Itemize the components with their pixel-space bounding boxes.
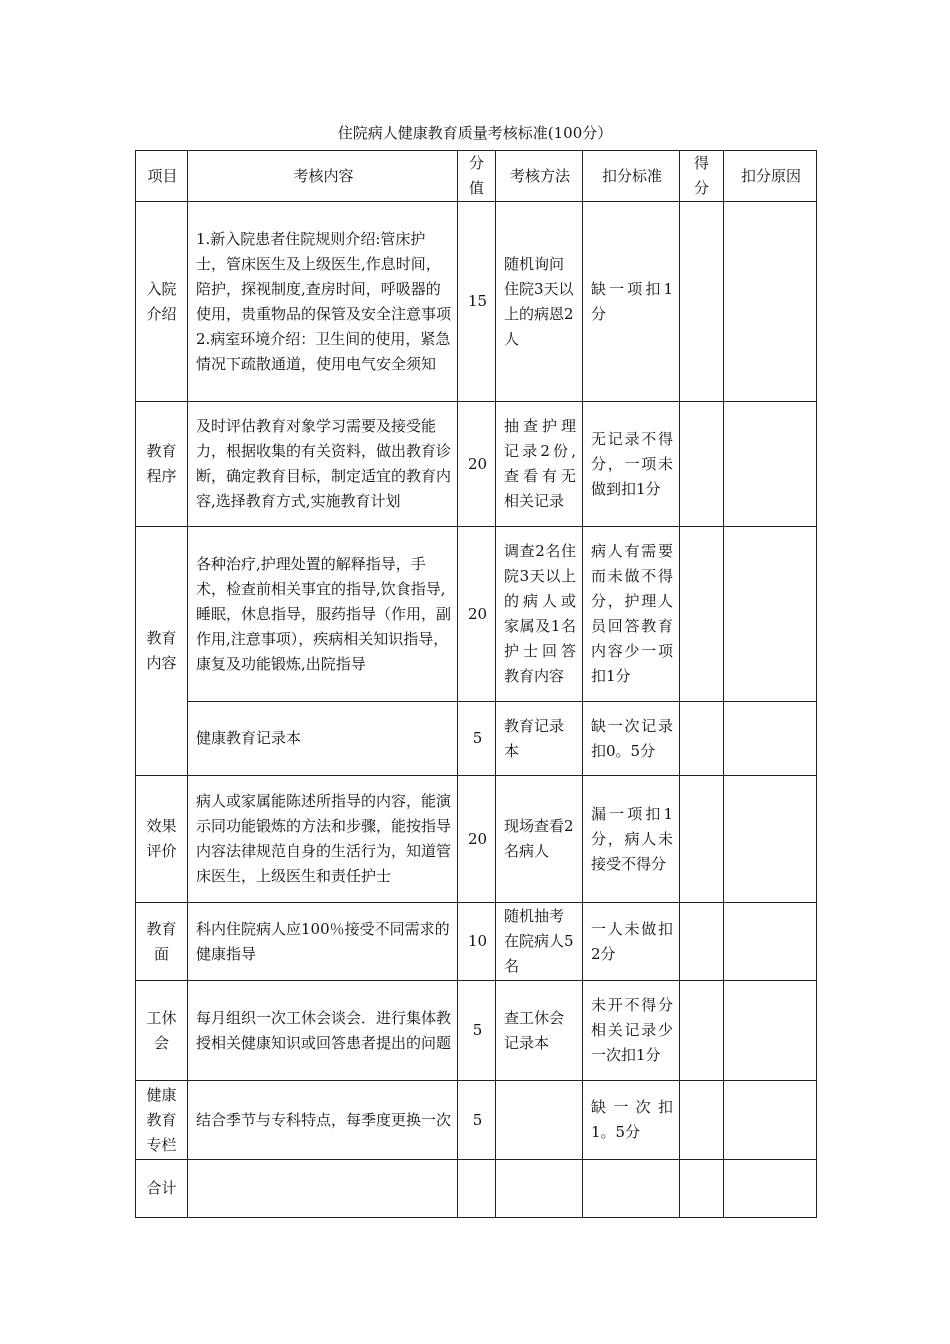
total-content-cell (188, 1160, 458, 1218)
row-method: 教育记录本 (496, 702, 583, 776)
table-row (136, 903, 817, 981)
row-gained-cell (680, 402, 724, 527)
header-method: 考核方法 (496, 151, 583, 202)
row-gained-cell (680, 702, 724, 776)
row-method (496, 1081, 583, 1160)
document-title: 住院病人健康教育质量考核标准(100分） (337, 124, 613, 142)
row-criteria: 缺一项扣1分 (583, 202, 680, 402)
row-content: 健康教育记录本 (188, 702, 458, 776)
table-row (136, 527, 817, 702)
row-gained-cell (680, 202, 724, 402)
row-reason-cell (724, 981, 817, 1081)
row-item: 工休 会 (136, 981, 188, 1081)
row-criteria: 一人未做扣2分 (583, 903, 680, 981)
row-criteria: 漏一项扣1分，病人未接受不得分 (583, 776, 680, 903)
total-score-cell (458, 1160, 496, 1218)
row-method: 随机询问住院3天以上的病恩2人 (496, 202, 583, 402)
row-criteria: 缺一次记录扣0。5分 (583, 702, 680, 776)
row-score: 20 (458, 527, 496, 702)
row-content: 病人或家属能陈述所指导的内容，能演示同功能锻炼的方法和步骤，能按指导内容法律规范自身的生活行为，知道管床医生，上级医生和责任护士 (188, 776, 458, 903)
row-content: 每月组织一次工休会谈会．进行集体教授相关健康知识或回答患者提出的问题 (188, 981, 458, 1081)
row-method: 调查2名住院3天以上的病人或家属及1名护士回答教育内容 (496, 527, 583, 702)
table-row (136, 202, 817, 402)
row-item: 教育 面 (136, 903, 188, 981)
row-score: 10 (458, 903, 496, 981)
row-content: 及时评估教育对象学习需要及接受能力，根据收集的有关资料，做出教育诊断，确定教育目标，制定适宜的教育内容,选择教育方式,实施教育计划 (188, 402, 458, 527)
row-content: 各种治疗,护理处置的解释指导，手术，检查前相关事宜的指导,饮食指导,睡眠，休息指导，服药指导（作用，副作用,注意事项），疾病相关知识指导，康复及功能锻炼,出院指导 (188, 527, 458, 702)
row-gained-cell (680, 1081, 724, 1160)
total-label: 合计 (136, 1160, 188, 1218)
row-reason-cell (724, 702, 817, 776)
row-reason-cell (724, 527, 817, 702)
row-gained-cell (680, 527, 724, 702)
total-criteria-cell (583, 1160, 680, 1218)
row-reason-cell (724, 402, 817, 527)
row-gained-cell (680, 903, 724, 981)
row-score: 20 (458, 776, 496, 903)
row-item: 健康 教育 专栏 (136, 1081, 188, 1160)
header-criteria: 扣分标准 (583, 151, 680, 202)
header-item: 项目 (136, 151, 188, 202)
table-row (136, 702, 817, 776)
row-score: 5 (458, 1081, 496, 1160)
total-reason-cell (724, 1160, 817, 1218)
row-method: 抽查护理记录2份,查看有无相关记录 (496, 402, 583, 527)
table-row (136, 776, 817, 903)
row-item: 教育 程序 (136, 402, 188, 527)
row-reason-cell (724, 903, 817, 981)
row-item: 教育 内容 (136, 527, 188, 776)
header-content: 考核内容 (188, 151, 458, 202)
row-content: 科内住院病人应100％接受不同需求的健康指导 (188, 903, 458, 981)
row-score: 5 (458, 981, 496, 1081)
row-gained-cell (680, 981, 724, 1081)
row-gained-cell (680, 776, 724, 903)
row-criteria: 病人有需要而未做不得分，护理人员回答教育内容少一项扣1分 (583, 527, 680, 702)
row-score: 20 (458, 402, 496, 527)
row-score: 5 (458, 702, 496, 776)
row-criteria: 缺一次扣1。5分 (583, 1081, 680, 1160)
table-row (136, 981, 817, 1081)
row-item: 效果 评价 (136, 776, 188, 903)
row-item: 入院 介绍 (136, 202, 188, 402)
table-row (136, 1081, 817, 1160)
total-gained-cell (680, 1160, 724, 1218)
row-method: 查工休会记录本 (496, 981, 583, 1081)
row-content: 1.新入院患者住院规则介绍:管床护士，管床医生及上级医生,作息时间，陪护，探视制度,查房时间，呼吸器的使用，贵重物品的保管及安全注意事项 2.病室环境介绍：卫生间的使用，紧急情况下疏散通道，使用电气安全须知 (188, 202, 458, 402)
row-content: 结合季节与专科特点，每季度更换一次 (188, 1081, 458, 1160)
header-row (136, 151, 817, 202)
table-row (136, 402, 817, 527)
row-method: 现场查看2名病人 (496, 776, 583, 903)
total-row (136, 1160, 817, 1218)
header-score: 分 值 (458, 151, 496, 202)
row-method: 随机抽考在院病人5名 (496, 903, 583, 981)
row-criteria: 无记录不得分，一项未做到扣1分 (583, 402, 680, 527)
header-reason: 扣分原因 (724, 151, 817, 202)
row-reason-cell (724, 1081, 817, 1160)
row-criteria: 未开不得分相关记录少一次扣1分 (583, 981, 680, 1081)
row-reason-cell (724, 776, 817, 903)
total-method-cell (496, 1160, 583, 1218)
header-gained: 得 分 (680, 151, 724, 202)
assessment-table (135, 150, 817, 1218)
row-reason-cell (724, 202, 817, 402)
row-score: 15 (458, 202, 496, 402)
